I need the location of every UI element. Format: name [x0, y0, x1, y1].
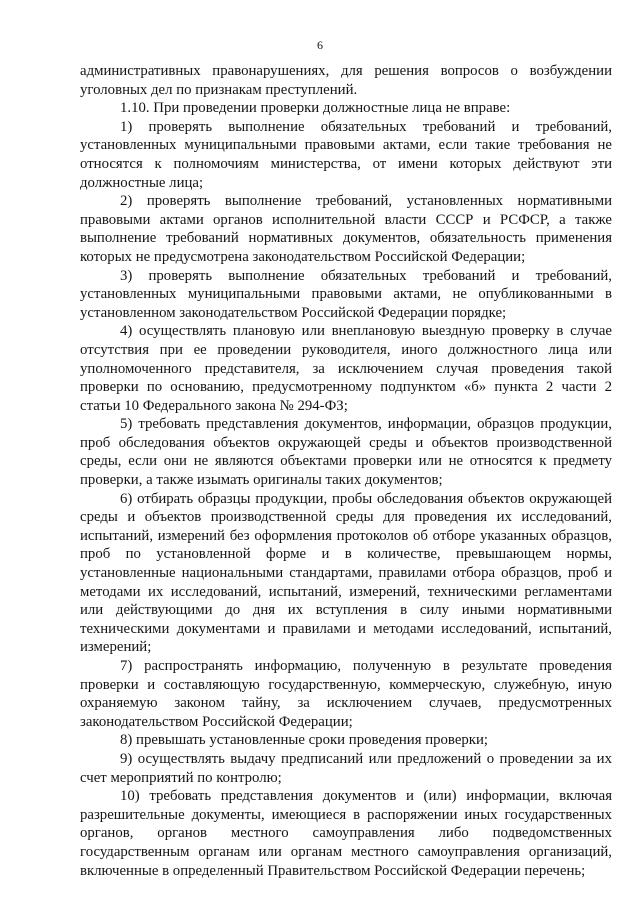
document-body: [80, 62, 612, 880]
list-item-6: 6) отбирать образцы продукции, пробы обследования объектов окружающей среды и объектов производственной среды для проведения их исследований, испытаний, измерений без оформления протоколов об отборе указанных образцов, проб по установленной форме и в количестве, превышающем нормы, установленные национальными стандартами, правилами отбора образцов, проб и методами их исследований, испытаний, измерений, техническими регламентами или действующими до дня их вступления в силу иными нормативными техническими документами и правилами и методами исследований, испытаний, измерений;: [80, 490, 612, 656]
list-item-5: 5) требовать представления документов, информации, образцов продукции, проб обследования объектов окружающей среды и объектов производственной среды, если они не являются объектами проверки или не относятся к предмету проверки, а также изымать оригиналы таких документов;: [80, 416, 612, 489]
list-item-8: 8) превышать установленные сроки проведения проверки;: [120, 732, 489, 749]
list-item-3: 3) проверять выполнение обязательных требований и требований, установленных муниципальными правовыми актами, не опубликованными в установленном законодательством Российской Федерации порядке;: [80, 267, 612, 321]
list-item-2: 2) проверять выполнение требований, установленных нормативными правовыми актами органов исполнительной власти СССР и РСФСР, а также выполнение требований нормативных документов, обязательность применения которых не предусмотрена законодательством Российской Федерации;: [80, 193, 612, 265]
list-item-1: 1) проверять выполнение обязательных требований и требований, установленных муниципальными правовыми актами, если такие требования не относятся к полномочиям министерства, от имени которых действуют эти должностные лица;: [80, 118, 612, 191]
list-item-9: 9) осуществлять выдачу предписаний или предложений о проведении за их счет мероприятий по контролю;: [80, 750, 612, 786]
list-item-4: 4) осуществлять плановую или внеплановую выездную проверку в случае отсутствия при ее проведении руководителя, иного должностного лица или уполномоченного представителя, за исключением случая проведения такой проверки по основанию, предусмотренному подпунктом «б» пункта 2 части 2 статьи 10 Федерального закона № 294-ФЗ;: [80, 323, 612, 414]
page-number: 6: [317, 38, 323, 52]
paragraph-section-1-10: 1.10. При проведении проверки должностные лица не вправе:: [120, 100, 511, 117]
list-item-10: 10) требовать представления документов и (или) информации, включая разрешительные документы, имеющиеся в распоряжении иных государственных органов, органов местного самоуправления либо подведомственных государственным органам или органам местного самоуправления организаций, включенные в определенный Правительством Российской Федерации перечень;: [80, 788, 612, 879]
list-item-7: 7) распространять информацию, полученную в результате проведения проверки и составляющую государственную, коммерческую, служебную, иную охраняемую законом тайну, за исключением случаев, предусмотренных законодательством Российской Федерации;: [80, 658, 612, 730]
paragraph-continuation: административных правонарушениях, для решения вопросов о возбуждении уголовных дел по признакам преступлений.: [80, 63, 612, 98]
